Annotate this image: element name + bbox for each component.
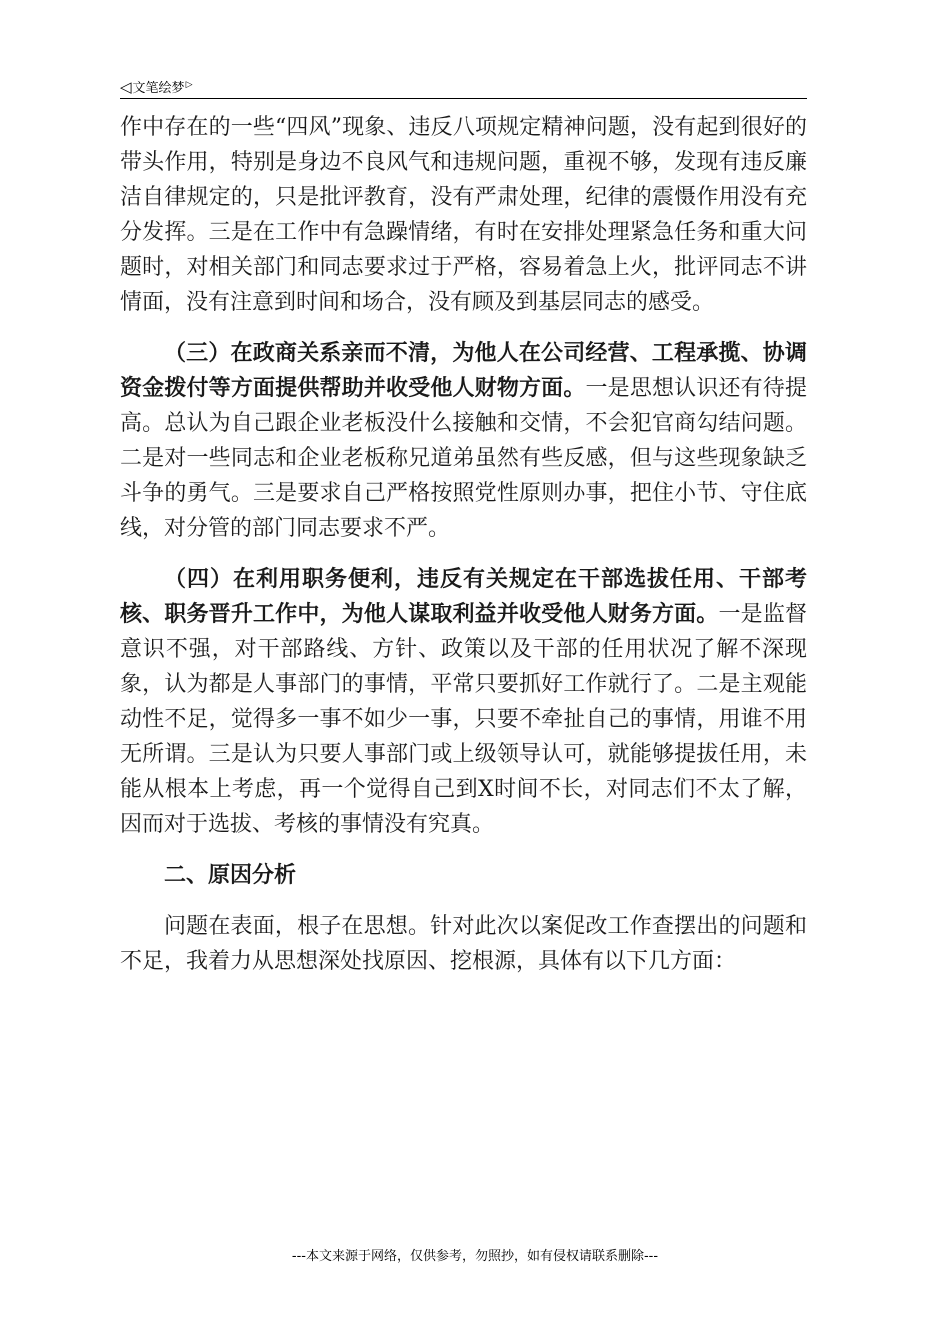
paragraph-section-three xyxy=(120,336,807,546)
section-three-text: 一是思想认识还有待提高。总认为自己跟企业老板没什么接触和交情，不会犯官商勾结问题。二是对一些同志和企业老板称兄道弟虽然有些反感，但与这些现象缺乏斗争的勇气。三是要求自己严格按照党性原则办事，把住小节、守住底线，对分管的部门同志要求不严。 xyxy=(120,376,807,541)
section-three-heading: （三）在政商关系亲而不清，为他人在公司经营、工程承揽、协调资金拨付等方面提供帮助并收受他人财物方面。 xyxy=(120,341,807,401)
paragraph-continuation: 作中存在的一些“四风”现象、违反八项规定精神问题，没有起到很好的带头作用，特别是身边不良风气和违规问题，重视不够，发现有违反廉洁自律规定的，只是批评教育，没有严肃处理，纪律的震慑作用没有充分发挥。三是在工作中有急躁情绪，有时在安排处理紧急任务和重大问题时，对相关部门和同志要求过于严格，容易着急上火，批评同志不讲情面，没有注意到时间和场合，没有顾及到基层同志的感受。 xyxy=(120,115,807,315)
paragraph-section-four xyxy=(120,562,807,842)
section-four-heading: （四）在利用职务便利，违反有关规定在干部选拔任用、干部考核、职务晋升工作中，为他人谋取利益并收受他人财务方面。 xyxy=(120,567,807,627)
paragraph-cause-intro: 问题在表面，根子在思想。针对此次以案促改工作查摆出的问题和不足，我着力从思想深处找原因、挖根源，具体有以下几方面： xyxy=(120,914,807,974)
section-four-text: 一是监督意识不强，对干部路线、方针、政策以及干部的任用状况了解不深现象，认为都是人事部门的事情，平常只要抓好工作就行了。二是主观能动性不足，觉得多一事不如少一事，只要不牵扯自己的事情，用谁不用无所谓。三是认为只要人事部门或上级领导认可，就能够提拔任用，未能从根本上考虑，再一个觉得自己到X时间不长，对同志们不太了解，因而对于选拔、考核的事情没有究真。 xyxy=(120,602,807,837)
section-heading-cause-analysis: 二、原因分析 xyxy=(164,863,297,888)
header-title: 文笔绘梦 xyxy=(132,81,185,96)
document-body xyxy=(120,110,807,979)
page-footer: ---本文来源于网络，仅供参考，勿照抄，如有侵权请联系删除--- xyxy=(291,1249,659,1264)
right-triangle-icon: ▷ xyxy=(185,80,193,90)
page-header xyxy=(120,72,807,99)
left-triangle-icon: ◁ xyxy=(120,78,132,96)
